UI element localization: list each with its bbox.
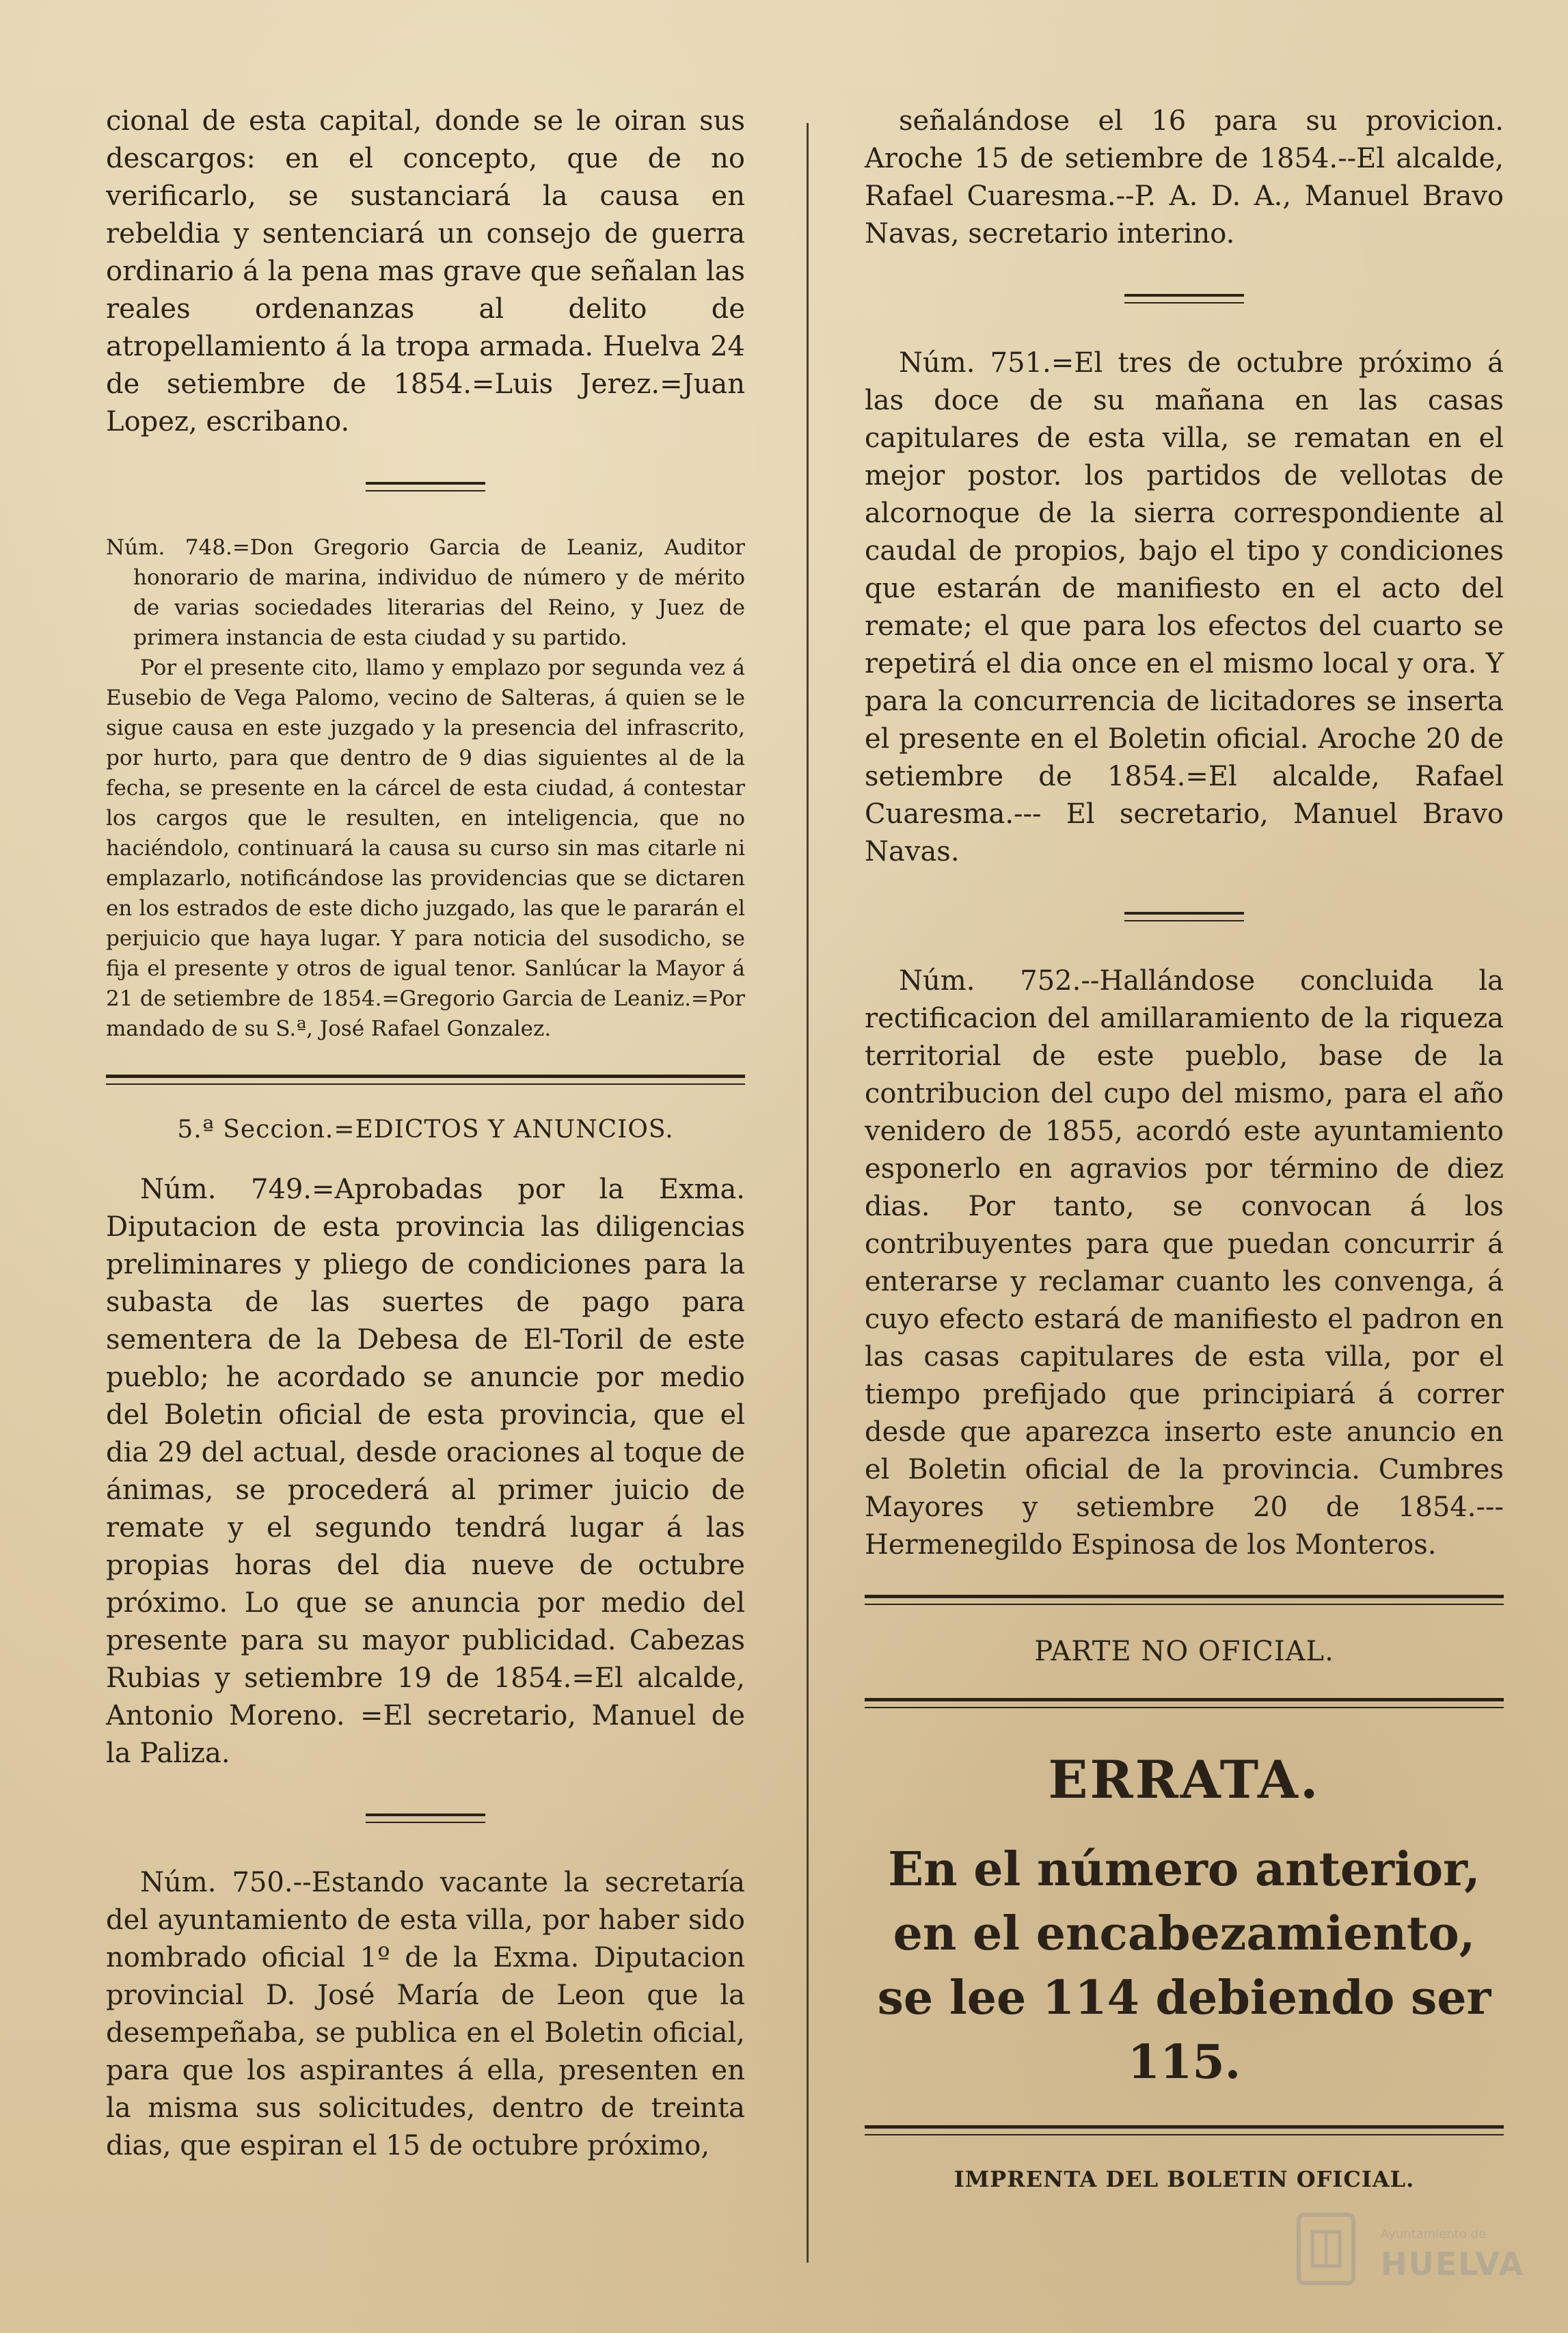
errata-title: ERRATA.: [1048, 1749, 1321, 1810]
column-divider: [807, 123, 809, 2263]
section-separator: [106, 1075, 745, 1085]
separator: [1124, 294, 1244, 304]
section-separator: [865, 1698, 1504, 1708]
errata-body: En el número anterior, en el encabezamiento, se lee 114 debiendo ser 115.: [877, 1842, 1491, 2090]
section-separator: [865, 2125, 1504, 2135]
separator: [1124, 912, 1244, 921]
notice-752: Núm. 752.--Hallándose concluida la rectificacion del amillaramiento de la riqueza territorial de este pueblo, base de la contribucion del cupo del mismo, para el año venidero de 1855, acordó este ayuntamiento esponerlo en agravios por término de diez dias. Por tanto, se convocan á los contribuyentes para que puedan concurrir á enterarse y reclamar cuanto les convenga, á cuyo efecto estará de manifiesto el padron en las casas capitulares de esta villa, por el tiempo prefijado que principiará á correr desde que aparezca inserto este anuncio en el Boletin oficial de la provincia. Cumbres Mayores y setiembre 20 de 1854.---Hermenegildo Espinosa de los Monteros.: [865, 965, 1504, 1561]
separator: [366, 482, 485, 491]
separator: [366, 1813, 485, 1823]
imprenta-footer: IMPRENTA DEL BOLETIN OFICIAL.: [954, 2166, 1415, 2192]
edict-748-header: Núm. 748.=Don Gregorio Garcia de Leaniz, Auditor honorario de marina, individuo de número y de mérito de varias sociedades literarias del Reino, y Juez de primera instancia de esta ciudad y su partido.: [106, 535, 745, 650]
watermark-line1: Ayuntamiento de: [1381, 2227, 1486, 2241]
continuation-text-right: señalándose el 16 para su provicion. Aroche 15 de setiembre de 1854.--El alcalde, Rafael Cuaresma.--P. A. D. A., Manuel Bravo Navas, secretario interino.: [865, 105, 1504, 250]
watermark-line2: HUELVA: [1381, 2246, 1525, 2282]
section-title: 5.ª Seccion.=EDICTOS Y ANUNCIOS.: [177, 1116, 674, 1144]
notice-751: Núm. 751.=El tres de octubre próximo á las doce de su mañana en las casas capitulares de esta villa, se rematan en el mejor postor. los partidos de vellotas de alcornoque de la sierra correspondiente al caudal de propios, bajo el tipo y condiciones que estarán de manifiesto en el acto del remate; el que para los efectos del cuarto se repetirá el dia once en el mismo local y ora. Y para la concurrencia de licitadores se inserta el presente en el Boletin oficial. Aroche 20 de setiembre de 1854.=El alcalde, Rafael Cuaresma.--- El secretario, Manuel Bravo Navas.: [865, 347, 1504, 867]
continuation-text: cional de esta capital, donde se le oiran sus descargos: en el concepto, que de no verificarlo, se sustanciará la causa en rebeldia y sentenciará un consejo de guerra ordinario á la pena mas grave que señalan las reales ordenanzas al delito de atropellamiento á la tropa armada. Huelva 24 de setiembre de 1854.=Luis Jerez.=Juan Lopez, escribano.: [106, 105, 745, 437]
huelva-watermark: [1285, 2208, 1531, 2290]
right-column: [865, 103, 1504, 2192]
notice-749: Núm. 749.=Aprobadas por la Exma. Diputacion de esta provincia las diligencias preliminares y pliego de condiciones para la subasta de las suertes de pago para sementera de la Debesa de El-Toril de este pueblo; he acordado se anuncie por medio del Boletin oficial de esta provincia, que el dia 29 del actual, desde oraciones al toque de ánimas, se procederá al primer juicio de remate y el segundo tendrá lugar á las propias horas del dia nueve de octubre próximo. Lo que se anuncia por medio del presente para su mayor publicidad. Cabezas Rubias y setiembre 19 de 1854.=El alcalde, Antonio Moreno. =El secretario, Manuel de la Paliza.: [106, 1174, 745, 1769]
left-column: [106, 103, 745, 2165]
edict-748-body: Por el presente cito, llamo y emplazo por segunda vez á Eusebio de Vega Palomo, vecino de Salteras, á quien se le sigue causa en este juzgado y la presencia del infrascrito, por hurto, para que dentro de 9 dias siguientes al de la fecha, se presente en la cárcel de esta ciudad, á contestar los cargos que le resulten, en inteligencia, que no haciéndolo, continuará la causa su curso sin mas citarle ni emplazarlo, notificándose las providencias que se dictaren en los estrados de este dicho juzgado, las que le pararán el perjuicio que haya lugar. Y para noticia del susodicho, se fija el presente y otros de igual tenor. Sanlúcar la Mayor á 21 de setiembre de 1854.=Gregorio Garcia de Leaniz.=Por mandado de su S.ª, José Rafael Gonzalez.: [106, 656, 745, 1041]
section-separator: [865, 1595, 1504, 1605]
notice-750: Núm. 750.--Estando vacante la secretaría del ayuntamiento de esta villa, por haber sido nombrado oficial 1º de la Exma. Diputacion provincial D. José María de Leon que la desempeñaba, se publica en el Boletin oficial, para que los aspirantes á ella, presenten en la misma sus solicitudes, dentro de treinta dias, que espiran el 15 de octubre próximo,: [106, 1867, 745, 2161]
parte-no-oficial-heading: PARTE NO OFICIAL.: [1034, 1636, 1334, 1667]
city-seal-icon: [1285, 2208, 1367, 2290]
